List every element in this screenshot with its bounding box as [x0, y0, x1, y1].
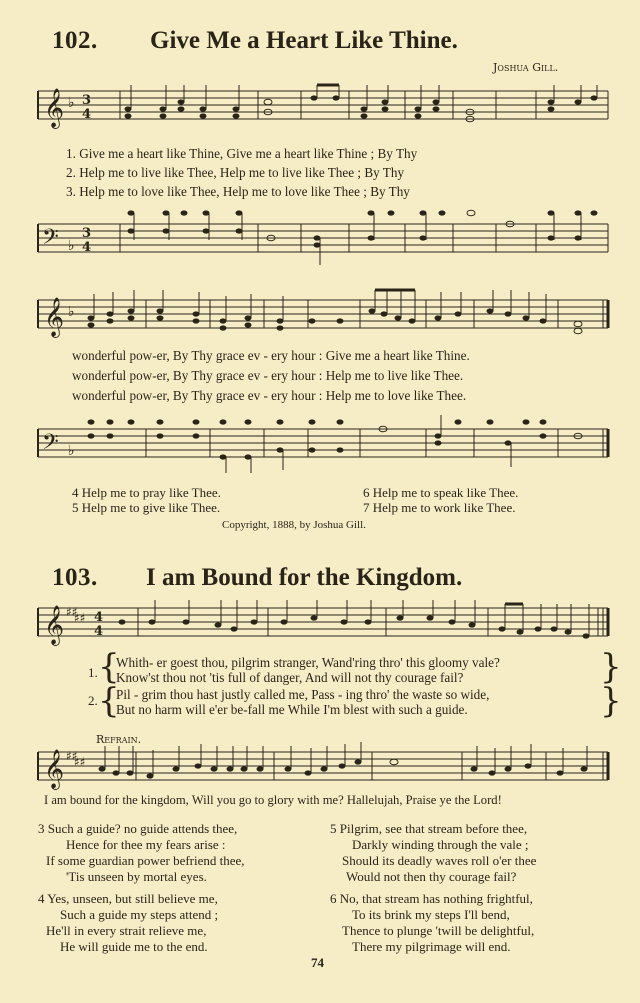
svg-text:♯♯: ♯♯ [66, 749, 78, 763]
svg-text:♭: ♭ [68, 304, 75, 320]
svg-text:4: 4 [82, 240, 92, 255]
hymn-number-102: 102. [52, 27, 98, 54]
lyric-line-102-2: 2. Help me to live like Thee, Help me to live like Thee ; By Thy [66, 165, 405, 180]
refrain-lyric: I am bound for the kingdom, Will you go to glory with me? Hallelujah, Praise ye the Lord! [44, 793, 502, 807]
treble-staff-103-verse [38, 600, 610, 650]
bass-staff-system1 [38, 210, 610, 270]
extra-verse-5: 5 Help me to give like Thee. [72, 500, 221, 515]
treble-staff-system1 [38, 85, 610, 135]
verse-number-1: 1. [88, 665, 98, 680]
stanza-6-line-3: Thence to plunge 'twill be delightful, [342, 923, 535, 938]
stanza-6-line-2: To its brink my steps I'll bend, [352, 907, 510, 922]
stanza-3-line-2: Hence for thee my fears arise : [66, 837, 226, 852]
copyright-notice: Copyright, 1888, by Joshua Gill. [222, 519, 366, 531]
svg-text:4: 4 [94, 610, 104, 625]
hymn-title-103: I am Bound for the Kingdom. [146, 564, 463, 591]
stanza-5-line-2: Darkly winding through the vale ; [352, 837, 529, 852]
svg-text:♭: ♭ [68, 443, 75, 459]
verse-number-2: 2. [88, 693, 98, 708]
extra-verse-4: 4 Help me to pray like Thee. [72, 485, 221, 500]
stanza-5-line-4: Would not then thy courage fail? [346, 869, 517, 884]
stanza-4-line-2: Such a guide my steps attend ; [60, 907, 219, 922]
verse-line-103-2: Know'st thou not 'tis full of danger, And will not thy courage fail? [116, 670, 464, 685]
stanza-4-line-4: He will guide me to the end. [60, 939, 208, 954]
svg-text:♯♯: ♯♯ [66, 605, 78, 619]
svg-text:𝄢: 𝄢 [42, 430, 59, 460]
right-brace: } [600, 647, 622, 687]
stanza-5-line-3: Should its deadly waves roll o'er thee [342, 853, 537, 868]
svg-text:𝄢: 𝄢 [42, 225, 59, 255]
lyric-line-102-1: 1. Give me a heart like Thine, Give me a heart like Thine ; By Thy [66, 146, 418, 161]
verse-line-103-1: Whith- er goest thou, pilgrim stranger, Wand'ring thro' this gloomy vale? [116, 655, 500, 670]
stanza-3-line-3: If some guardian power befriend thee, [46, 853, 245, 868]
left-brace: { [98, 647, 120, 687]
stanza-3-line-4: 'Tis unseen by mortal eyes. [66, 869, 207, 884]
svg-text:𝄞: 𝄞 [44, 297, 65, 337]
left-brace: { [98, 681, 120, 721]
stanza-6-line-1: 6 No, that stream has nothing frightful, [330, 891, 533, 906]
composer-credit: Joshua Gill. [493, 61, 559, 74]
stanza-4-line-1: 4 Yes, unseen, but still believe me, [38, 891, 218, 906]
svg-text:♭: ♭ [68, 95, 75, 111]
lyric-line-102-6: wonderful pow-er, By Thy grace ev - ery hour : Help me to love like Thee. [72, 388, 467, 403]
stanza-3-line-1: 3 Such a guide? no guide attends thee, [38, 821, 238, 836]
stanza-6-line-4: There my pilgrimage will end. [352, 939, 511, 954]
hymn-number-103: 103. [52, 564, 98, 591]
verse-line-103-4: But no harm will e'er be-fall me While I'm blest with such a guide. [116, 702, 468, 717]
stanza-4-line-3: He'll in every strait relieve me, [46, 923, 207, 938]
svg-text:4: 4 [82, 107, 92, 122]
svg-text:3: 3 [82, 93, 92, 108]
page-number: 74 [311, 955, 324, 970]
svg-text:♭: ♭ [68, 238, 75, 254]
lyric-line-102-3: 3. Help me to love like Thee, Help me to love like Thee ; By Thy [66, 184, 410, 199]
svg-text:3: 3 [82, 226, 92, 241]
right-brace: } [600, 681, 622, 721]
svg-text:𝄞: 𝄞 [44, 605, 65, 645]
treble-staff-system2 [38, 290, 610, 345]
svg-text:𝄞: 𝄞 [44, 749, 65, 789]
lyric-line-102-5: wonderful pow-er, By Thy grace ev - ery hour : Help me to live like Thee. [72, 368, 464, 383]
hymn-title-102: Give Me a Heart Like Thine. [150, 27, 458, 54]
bass-staff-system2 [38, 415, 610, 475]
treble-staff-103-refrain [38, 742, 610, 792]
extra-verse-6: 6 Help me to speak like Thee. [363, 485, 519, 500]
stanza-5-line-1: 5 Pilgrim, see that stream before thee, [330, 821, 528, 836]
svg-text:𝄞: 𝄞 [44, 88, 65, 128]
refrain-label: Refrain. [96, 733, 142, 746]
extra-verse-7: 7 Help me to work like Thee. [363, 500, 516, 515]
svg-text:♯♯: ♯♯ [74, 755, 86, 769]
svg-text:♯♯: ♯♯ [74, 611, 86, 625]
lyric-line-102-4: wonderful pow-er, By Thy grace ev - ery hour : Give me a heart like Thine. [72, 348, 470, 363]
svg-text:4: 4 [94, 624, 104, 639]
verse-line-103-3: Pil - grim thou hast justly called me, Pass - ing thro' the waste so wide, [116, 687, 490, 702]
